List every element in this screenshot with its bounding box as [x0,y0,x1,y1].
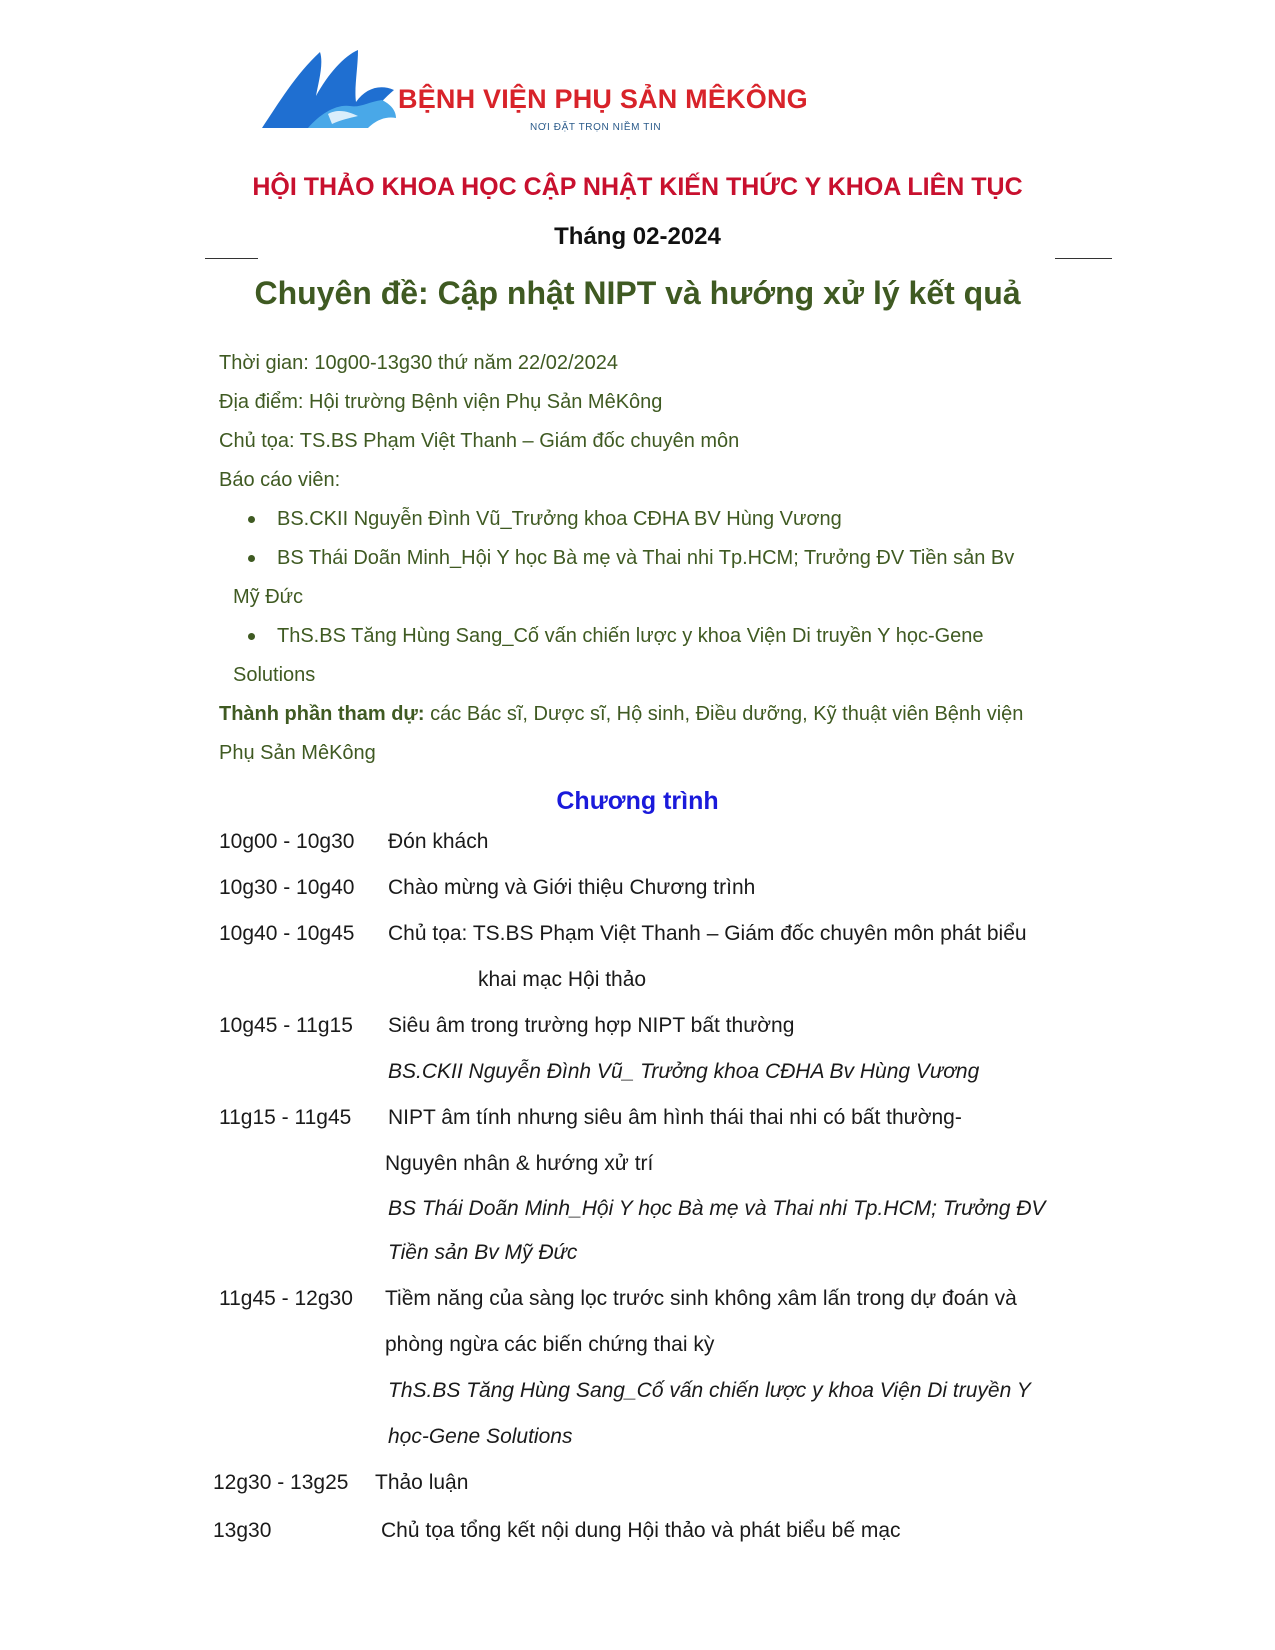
attendees-label: Thành phần tham dự: [219,703,425,725]
speaker-line-cont: Solutions [233,664,316,686]
attendees-text-cont: Phụ Sản MêKông [219,742,376,764]
program-time: 10g00 - 10g30 [219,830,355,853]
program-time: 12g30 - 13g25 [213,1471,349,1494]
program-desc: Siêu âm trong trường hợp NIPT bất thường [388,1014,795,1037]
program-desc: Chủ tọa: TS.BS Phạm Việt Thanh – Giám đốc chuyên môn phát biểu [388,922,1027,945]
info-chair: Chủ tọa: TS.BS Phạm Việt Thanh – Giám đốc chuyên môn [219,430,740,452]
program-desc: Chủ tọa tổng kết nội dung Hội thảo và phát biểu bế mạc [381,1519,901,1542]
program-desc: Tiềm năng của sàng lọc trước sinh không xâm lấn trong dự đoán và [385,1287,1017,1310]
program-desc-cont: khai mạc Hội thảo [478,968,647,991]
program-speaker: BS.CKII Nguyễn Đình Vũ_ Trưởng khoa CĐHA Bv Hùng Vương [388,1060,980,1083]
divider-right [1055,258,1112,259]
program-time: 11g45 - 12g30 [219,1287,353,1310]
program-desc: Đón khách [388,830,489,853]
program-speaker-cont: Tiền sản Bv Mỹ Đức [388,1241,578,1264]
program-time: 10g45 - 11g15 [219,1014,353,1037]
program-speaker: BS Thái Doãn Minh_Hội Y học Bà mẹ và Thai nhi Tp.HCM; Trưởng ĐV [388,1197,1046,1220]
program-speaker: ThS.BS Tăng Hùng Sang_Cố vấn chiến lược y khoa Viện Di truyền Y [388,1379,1031,1402]
speaker-item [232,625,984,648]
info-attendees [219,703,1023,726]
hospital-logo [258,44,808,136]
program-time: 13g30 [213,1519,272,1542]
speaker-item [232,547,1014,570]
bullet-icon [248,633,255,640]
info-speakers-label: Báo cáo viên: [219,469,341,491]
program-desc-cont: phòng ngừa các biến chứng thai kỳ [385,1333,715,1356]
program-time: 11g15 - 11g45 [219,1106,352,1129]
program-title: Chương trình [556,787,719,815]
divider-left [205,258,258,259]
program-time: 10g40 - 10g45 [219,922,355,945]
bullet-icon [248,516,255,523]
logo-name: BỆNH VIỆN PHỤ SẢN MÊKÔNG [398,84,808,114]
info-venue: Địa điểm: Hội trường Bệnh viện Phụ Sản MêKông [219,391,663,413]
program-desc: Chào mừng và Giới thiệu Chương trình [388,876,756,899]
program-time: 10g30 - 10g40 [219,876,355,899]
speaker-line: BS.CKII Nguyễn Đình Vũ_Trưởng khoa CĐHA BV Hùng Vương [277,508,842,530]
event-month: Tháng 02-2024 [554,223,721,250]
speaker-line: BS Thái Doãn Minh_Hội Y học Bà mẹ và Thai nhi Tp.HCM; Trưởng ĐV Tiền sản Bv [277,547,1015,569]
topic-title: Chuyên đề: Cập nhật NIPT và hướng xử lý kết quả [254,275,1021,311]
event-title: HỘI THẢO KHOA HỌC CẬP NHẬT KIẾN THỨC Y KHOA LIÊN TỤC [252,173,1023,201]
info-time: Thời gian: 10g00-13g30 thứ năm 22/02/2024 [219,352,619,374]
speaker-line: ThS.BS Tăng Hùng Sang_Cố vấn chiến lược y khoa Viện Di truyền Y học-Gene [277,625,984,647]
program-desc: Thảo luận [375,1471,469,1494]
wave-logo-icon [258,44,398,136]
program-speaker-cont: học-Gene Solutions [388,1425,573,1448]
attendees-text: các Bác sĩ, Dược sĩ, Hộ sinh, Điều dưỡng, Kỹ thuật viên Bệnh viện [424,703,1024,725]
bullet-icon [248,555,255,562]
program-desc-cont: Nguyên nhân & hướng xử trí [385,1152,654,1175]
speaker-item [232,508,842,531]
program-desc: NIPT âm tính nhưng siêu âm hình thái thai nhi có bất thường- [388,1106,962,1129]
speaker-line-cont: Mỹ Đức [233,586,304,608]
logo-slogan: NƠI ĐẶT TRỌN NIỀM TIN [530,122,662,133]
